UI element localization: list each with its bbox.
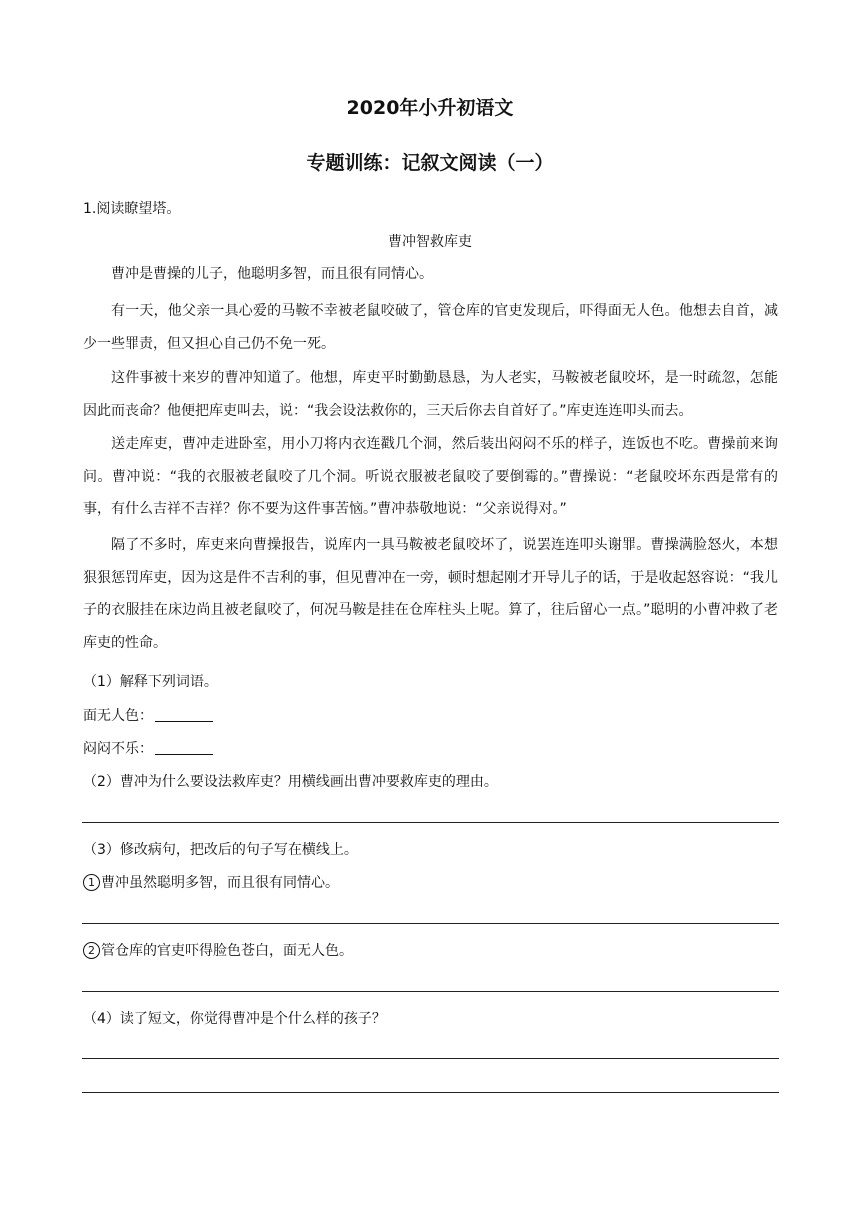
sub-question-4-label: （4）读了短文，你觉得曹冲是个什么样的孩子？ — [83, 1011, 386, 1027]
sub-question-1-label: （1）解释下列词语。 — [83, 674, 218, 690]
answer-line-2[interactable] — [82, 822, 779, 823]
word-2-blank[interactable] — [155, 740, 213, 755]
passage-title: 曹冲智救库吏 — [388, 234, 472, 250]
sub-question-3-label: （3）修改病句，把改后的句子写在横线上。 — [83, 842, 358, 858]
word-1-blank[interactable] — [155, 707, 213, 722]
passage-paragraph-5: 隔了不多时，库吏来向曹操报告，说库内一具马鞍被老鼠咬坏了，说罢连连叩头谢罪。曹操满脸怒火，本想狠狠惩罚库吏，因为这是件不吉利的事，但见曹冲在一旁，顿时想起刚才开导儿子的话，于是收起怒容说：“我儿子的衣服挂在床边尚且被老鼠咬了，何况马鞍是挂在仓库柱头上呢。算了，往后留心一点。”聪明的小曹冲救了老库吏的性命。 — [83, 537, 778, 651]
page-subtitle: 专题训练：记叙文阅读（一） — [306, 152, 554, 174]
circled-number-1: 1 — [83, 874, 100, 891]
sentence-1-text: 曹冲虽然聪明多智，而且很有同情心。 — [101, 875, 339, 891]
word-2-row — [83, 739, 213, 759]
circled-number-2: 2 — [83, 942, 100, 959]
sub-question-2-label: （2）曹冲为什么要设法救库吏？用横线画出曹冲要救库吏的理由。 — [83, 774, 498, 790]
passage-paragraph-4: 送走库吏，曹冲走进卧室，用小刀将内衣连戳几个洞，然后装出闷闷不乐的样子，连饭也不吃。曹操前来询问。曹冲说：“我的衣服被老鼠咬了几个洞。听说衣服被老鼠咬了要倒霉的。”曹操说：“老鼠咬坏东西是常有的事，有什么吉祥不吉祥？你不要为这件事苦恼。”曹冲恭敬地说：“父亲说得对。” — [83, 436, 778, 517]
passage-paragraph-3: 这件事被十来岁的曹冲知道了。他想，库吏平时勤勤恳恳，为人老实，马鞍被老鼠咬坏，是一时疏忽，怎能因此而丧命？他便把库吏叫去，说：“我会设法救你的，三天后你去自首好了。”库吏连连叩头而去。 — [83, 370, 778, 419]
answer-line-3b[interactable] — [82, 991, 779, 992]
passage-paragraph-1: 曹冲是曹操的儿子，他聪明多智，而且很有同情心。 — [111, 266, 433, 282]
sentence-2-row — [83, 941, 353, 961]
page-title: 2020年小升初语文 — [346, 97, 514, 119]
word-1-label: 面无人色： — [83, 708, 153, 724]
word-1-row — [83, 706, 213, 726]
sentence-2-text: 管仓库的官吏吓得脸色苍白，面无人色。 — [101, 943, 353, 959]
question-intro: 1.阅读瞭望塔。 — [83, 201, 181, 217]
answer-line-3a[interactable] — [82, 923, 779, 924]
sentence-1-row — [83, 873, 339, 893]
passage-paragraph-2: 有一天，他父亲一具心爱的马鞍不幸被老鼠咬破了，管仓库的官吏发现后，吓得面无人色。他想去自首，减少一些罪责，但又担心自己仍不免一死。 — [83, 303, 778, 352]
answer-line-4a[interactable] — [82, 1058, 779, 1059]
word-2-label: 闷闷不乐： — [83, 741, 153, 757]
answer-line-4b[interactable] — [82, 1092, 779, 1093]
